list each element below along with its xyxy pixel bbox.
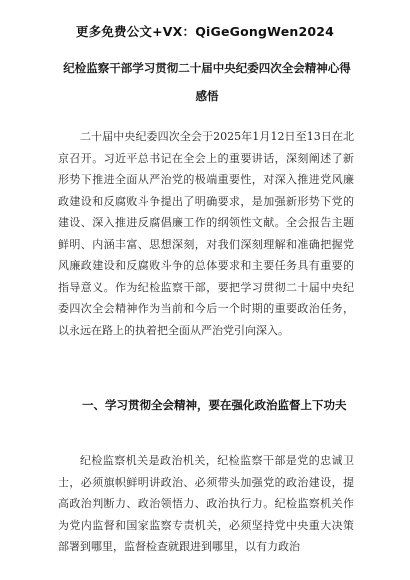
body-paragraph-2: 纪检监察机关是政治机关，纪检监察干部是党的忠诚卫士，必须旗帜鲜明讲政治、必须带头加强党的政治建设，提高政治判断力、政治领悟力、政治执行力。纪检监察机关作为党内监督和国家监察专责机关，必须坚持党中央重大决策部署到哪里，监督检查就跟进到哪里，以有力政治: [58, 454, 354, 553]
body-paragraph-1: 二十届中央纪委四次全会于2025年1月12日至13日在北京召开。习近平总书记在全会上的重要讲话，深刻阐述了新形势下推进全面从严治党的极端重要性，对深入推进党风廉政建设和反腐败斗争提出了明确要求，是加强新形势下党的建设、深入推进反腐倡廉工作的纲领性文献。全会报告主题鲜明、内涵丰富、思想深刻，对我们深刻理解和准确把握党风廉政建设和反腐败斗争的总体要求和主要任务具有重要的指导意义。作为纪检监察干部，要把学习贯彻二十届中央纪委四次全会精神作为当前和今后一个时期的重要政治任务，以永远在路上的执着把全面从严治党引向深入。: [58, 130, 354, 337]
promo-banner: 更多免费公文+VX：QiGeGongWen2024: [75, 24, 335, 39]
section-heading-1: 一、学习贯彻全会精神，要在强化政治监督上下功夫: [82, 398, 347, 412]
document-title: 纪检监察干部学习贯彻二十届中央纪委四次全会精神心得感悟: [63, 61, 351, 103]
